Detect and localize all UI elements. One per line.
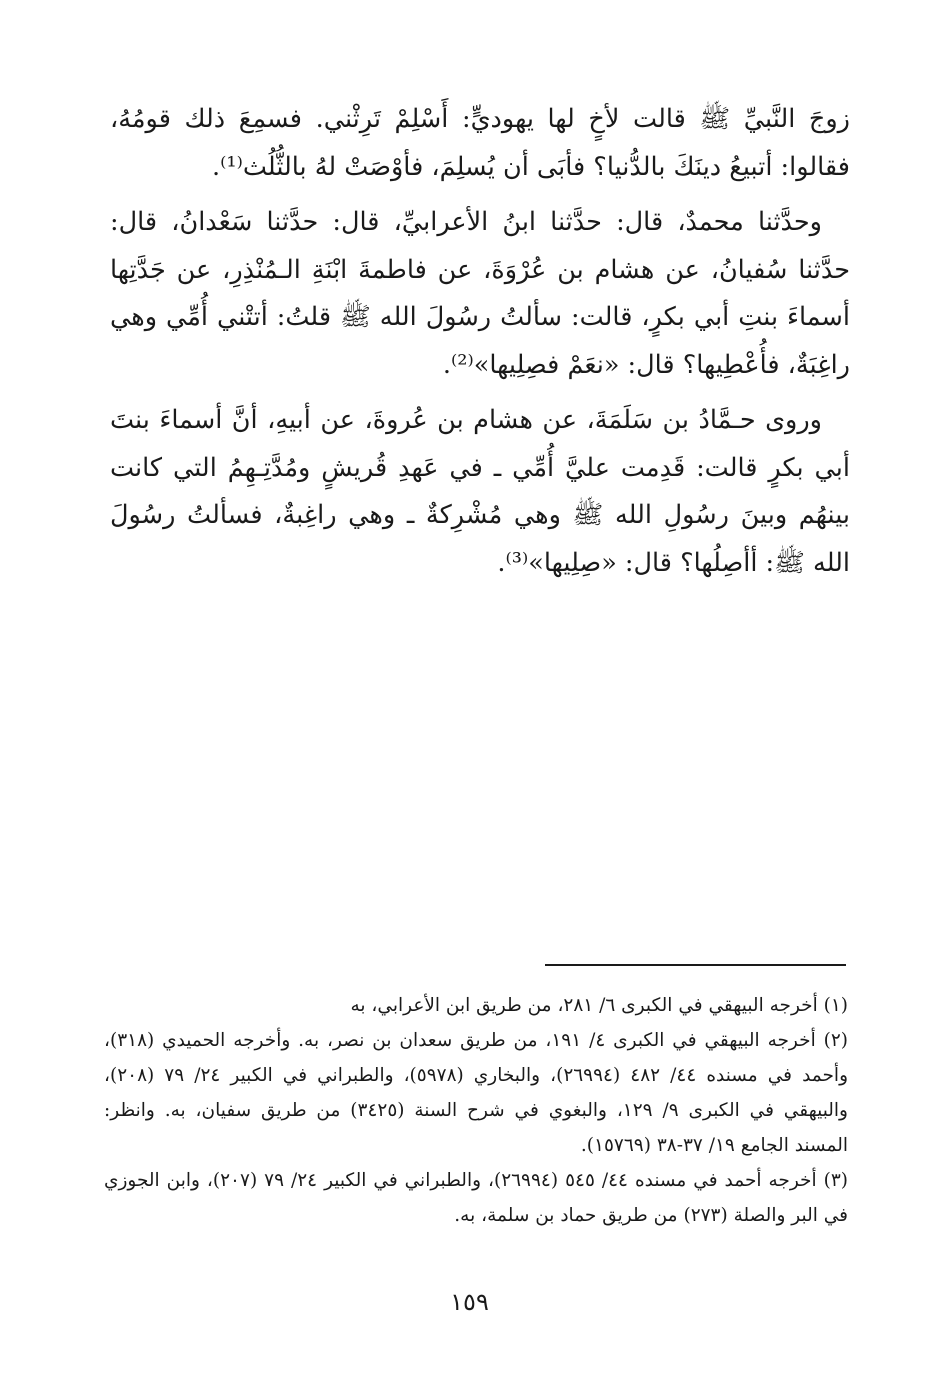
footnote-separator — [545, 964, 846, 966]
footnote-1: (١) أخرجه البيهقي في الكبرى ٦/ ٢٨١، من طريق ابن الأعرابي، به — [350, 995, 848, 1016]
footnotes — [104, 988, 848, 1233]
page-number: ١٥٩ — [450, 1288, 489, 1316]
footnote-3: (٣) أخرجه أحمد في مسنده ٤٤/ ٥٤٥ (٢٦٩٩٤)، والطبراني في الكبير ٢٤/ ٧٩ (٢٠٧)، وابن الجوزي في البر والصلة (٢٧٣) من طريق حماد بن سلمة، به. — [104, 1170, 848, 1226]
paragraph-3: وروى حـمَّادُ بن سَلَمَةَ، عن هشام بن عُروةَ، عن أبيهِ، أنَّ أسماءَ بنتَ أبي بكرٍ قالت: قَدِمت عليَّ أُمِّي ـ في عَهدِ قُريشٍ ومُدَّتِـهِمُ التي كانت بينهُم وبينَ رسُولِ الله ﷺ وهي مُشْرِكةٌ ـ وهي راغِبةٌ، فسألتُ رسُولَ الله ﷺ: أأصِلُها؟ قال: «صِلِيها»⁽³⁾. — [110, 405, 850, 578]
paragraph-2: وحدَّثنا محمدٌ، قال: حدَّثنا ابنُ الأعرابيِّ، قال: حدَّثنا سَعْدانُ، قال: حدَّثنا سُفيانُ، عن هشام بن عُرْوَةَ، عن فاطمةَ ابْنَةِ الـمُنْذِرِ، عن جَدَّتِها أسماءَ بنتِ أبي بكرٍ، قالت: سألتُ رسُولَ الله ﷺ قلتُ: أتتْني أُمِّي وهي راغِبَةٌ، فأُعْطِيها؟ قال: «نعَمْ فصِلِيها»⁽²⁾. — [110, 207, 850, 380]
main-text — [110, 96, 850, 595]
footnote-2: (٢) أخرجه البيهقي في الكبرى ٤/ ١٩١، من طريق سعدان بن نصر، به. وأخرجه الحميدي (٣١٨)، وأحمد في مسنده ٤٤/ ٤٨٢ (٢٦٩٩٤)، والبخاري (٥٩٧٨)، والطبراني في الكبير ٢٤/ ٧٩ (٢٠٨)، والبيهقي في الكبرى ٩/ ١٢٩، والبغوي في شرح السنة (٣٤٢٥) من طريق سفيان، به. وانظر: المسند الجامع ١٩/ ٣٧-٣٨ (١٥٧٦٩). — [104, 1030, 848, 1156]
paragraph-1: زوجَ النَّبيِّ ﷺ قالت لأخٍ لها يهوديٍّ: أَسْلِمْ تَرِثْني. فسمِعَ ذلك قومُهُ، فقالوا: أتبيعُ دينَكَ بالدُّنيا؟ فأبَى أن يُسلِمَ، فأوْصَتْ لهُ بالثُّلُث⁽¹⁾. — [110, 104, 850, 182]
